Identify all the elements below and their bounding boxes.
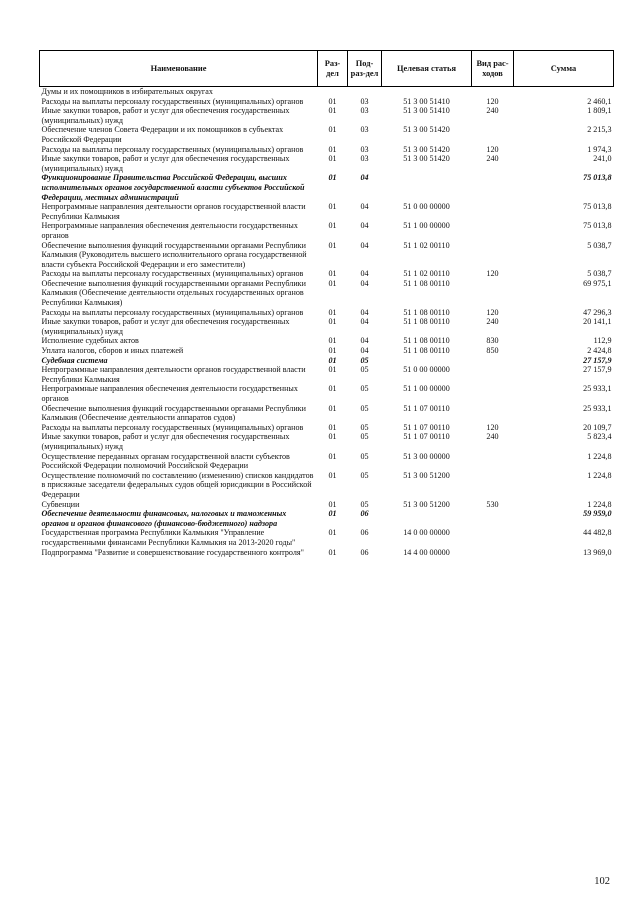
cell-razdel: 01 [328, 509, 337, 519]
cell-podrazdel: 04 [360, 240, 369, 250]
cell-podrazdel: 05 [360, 384, 369, 394]
cell-vid: 120 [486, 96, 499, 106]
header-statya: Целевая статья [382, 51, 472, 87]
table-row [40, 269, 614, 279]
cell-summa: 1 809,1 [587, 106, 612, 116]
cell-statya: 51 0 00 00000 [403, 202, 450, 212]
cell-name: Обеспечение выполнения функций государственными органами Республики Калмыкия (Обеспечение деятельности отдельных государственных органов Республики Калмыкия) [41, 278, 306, 308]
cell-razdel: 01 [328, 365, 337, 375]
cell-name: Обеспечение выполнения функций государственными органами Республики Калмыкия (Руководитель высшего исполнительного органа государственной власти субъекта Российской Федерации и его заместители) [41, 240, 307, 269]
cell-statya [382, 356, 472, 366]
cell-razdel: 01 [328, 384, 337, 394]
cell-razdel: 01 [328, 106, 337, 116]
cell-summa: 241,0 [593, 154, 612, 164]
table-row [40, 145, 614, 155]
cell-vid: 530 [486, 499, 499, 509]
cell-razdel: 01 [328, 154, 337, 164]
cell-vid: 850 [486, 346, 499, 356]
cell-summa: 75 013,8 [583, 173, 612, 183]
cell-summa: 5 038,7 [587, 269, 612, 279]
cell-summa: 1 224,8 [587, 470, 612, 480]
cell-summa: 75 013,8 [583, 221, 612, 231]
cell-podrazdel: 03 [360, 144, 369, 154]
cell-razdel: 01 [328, 403, 337, 413]
cell-summa: 5 038,7 [587, 240, 612, 250]
cell-vid: 240 [486, 317, 499, 327]
cell-razdel: 01 [328, 547, 337, 557]
cell-podrazdel: 04 [360, 346, 369, 356]
cell-summa [514, 87, 614, 97]
cell-statya: 51 1 08 00110 [403, 307, 450, 317]
cell-summa: 25 933,1 [583, 403, 612, 413]
cell-statya: 51 1 02 00110 [403, 240, 450, 250]
table-row [40, 528, 614, 547]
cell-razdel: 01 [328, 221, 337, 231]
cell-summa: 2 424,8 [587, 346, 612, 356]
cell-statya: 51 1 08 00110 [403, 317, 450, 327]
cell-vid [472, 365, 514, 384]
cell-summa: 2 460,1 [587, 96, 612, 106]
cell-podrazdel: 05 [360, 355, 369, 365]
cell-podrazdel: 04 [360, 221, 369, 231]
cell-statya [382, 173, 472, 202]
cell-statya: 51 1 08 00110 [403, 278, 450, 288]
cell-name: Непрограммные направления деятельности органов государственной власти Республики Калмыкия [41, 202, 306, 221]
table-row [40, 471, 614, 500]
cell-summa: 27 157,9 [583, 355, 612, 365]
page-number: 102 [594, 876, 610, 887]
cell-statya: 51 1 00 00000 [403, 221, 450, 231]
cell-statya: 51 3 00 51200 [403, 499, 450, 509]
cell-podrazdel: 04 [360, 202, 369, 212]
cell-summa: 75 013,8 [583, 202, 612, 212]
cell-vid [472, 404, 514, 423]
cell-name: Исполнение судебных актов [41, 336, 139, 346]
cell-razdel: 01 [328, 173, 337, 183]
cell-vid: 240 [486, 106, 499, 116]
header-summa: Сумма [514, 51, 614, 87]
cell-vid: 240 [486, 154, 499, 164]
table-row [40, 308, 614, 318]
cell-podrazdel: 04 [360, 278, 369, 288]
cell-statya [382, 87, 472, 97]
table-row [40, 87, 614, 97]
cell-vid [472, 548, 514, 558]
table-row [40, 125, 614, 144]
cell-podrazdel: 05 [360, 470, 369, 480]
cell-vid: 120 [486, 269, 499, 279]
cell-statya: 14 0 00 00000 [403, 528, 450, 538]
cell-vid [472, 221, 514, 240]
table-body [40, 87, 614, 558]
cell-name: Судебная система [41, 355, 108, 365]
cell-statya: 51 1 00 00000 [403, 384, 450, 394]
table-header-row [40, 51, 614, 87]
cell-podrazdel: 03 [360, 125, 369, 135]
cell-razdel: 01 [328, 144, 337, 154]
cell-summa: 13 969,0 [583, 547, 612, 557]
cell-name: Расходы на выплаты персоналу государственных (муниципальных) органов [41, 422, 304, 432]
cell-summa: 47 296,3 [583, 307, 612, 317]
cell-name: Иные закупки товаров, работ и услуг для обеспечения государственных (муниципальных) нужд [41, 317, 290, 336]
cell-podrazdel: 05 [360, 422, 369, 432]
table-row [40, 423, 614, 433]
cell-statya: 51 1 07 00110 [403, 432, 450, 442]
header-name: Наименование [40, 51, 318, 87]
cell-statya: 51 3 00 51420 [403, 125, 450, 135]
cell-name: Расходы на выплаты персоналу государственных (муниципальных) органов [41, 269, 304, 279]
cell-razdel: 01 [328, 432, 337, 442]
cell-razdel: 01 [328, 202, 337, 212]
cell-summa: 44 482,8 [583, 528, 612, 538]
cell-name: Осуществление полномочий по составлению (изменению) списков кандидатов в присяжные заседатели федеральных судов общей юрисдикции в Российской Федерации [41, 470, 314, 499]
cell-summa: 2 215,3 [587, 125, 612, 135]
cell-podrazdel: 04 [360, 269, 369, 279]
table-row [40, 548, 614, 558]
cell-summa: 1 224,8 [587, 499, 612, 509]
cell-vid: 120 [486, 307, 499, 317]
cell-razdel: 01 [328, 336, 337, 346]
cell-statya: 51 3 00 51420 [403, 144, 450, 154]
cell-statya: 51 1 08 00110 [403, 346, 450, 356]
cell-summa: 59 959,0 [583, 509, 612, 519]
table-row [40, 432, 614, 451]
cell-podrazdel: 05 [360, 499, 369, 509]
cell-vid [472, 279, 514, 308]
cell-podrazdel: 05 [360, 432, 369, 442]
cell-vid [472, 202, 514, 221]
cell-razdel [318, 87, 348, 97]
cell-razdel: 01 [328, 269, 337, 279]
cell-podrazdel: 04 [360, 317, 369, 327]
header-razdel: Раз-дел [318, 51, 348, 87]
cell-vid [472, 356, 514, 366]
table-row [40, 346, 614, 356]
cell-statya: 51 3 00 51410 [403, 106, 450, 116]
cell-podrazdel: 04 [360, 173, 369, 183]
cell-summa: 5 823,4 [587, 432, 612, 442]
cell-vid [472, 173, 514, 202]
cell-name: Иные закупки товаров, работ и услуг для обеспечения государственных (муниципальных) нужд [41, 154, 290, 173]
cell-vid: 120 [486, 144, 499, 154]
cell-razdel: 01 [328, 317, 337, 327]
cell-razdel: 01 [328, 125, 337, 135]
cell-vid [472, 471, 514, 500]
table-row [40, 365, 614, 384]
cell-podrazdel [348, 87, 382, 97]
cell-name: Иные закупки товаров, работ и услуг для обеспечения государственных (муниципальных) нужд [41, 106, 290, 125]
cell-name: Функционирование Правительства Российской Федерации, высших исполнительных органов государственной власти субъектов Российской Федерации, местных администраций [41, 173, 305, 202]
cell-summa: 69 975,1 [583, 278, 612, 288]
cell-razdel: 01 [328, 346, 337, 356]
cell-statya [382, 509, 472, 528]
cell-podrazdel: 04 [360, 307, 369, 317]
cell-name: Расходы на выплаты персоналу государственных (муниципальных) органов [41, 96, 304, 106]
header-podrazdel: Под-раз-дел [348, 51, 382, 87]
cell-vid [472, 384, 514, 403]
cell-podrazdel: 03 [360, 106, 369, 116]
cell-vid: 240 [486, 432, 499, 442]
cell-name: Субвенции [41, 499, 80, 509]
cell-name: Подпрограмма "Развитие и совершенствование государственного контроля" [41, 547, 304, 557]
cell-vid [472, 241, 514, 270]
cell-statya: 51 1 07 00110 [403, 422, 450, 432]
cell-statya: 51 3 00 51200 [403, 470, 450, 480]
header-vid: Вид рас-ходов [472, 51, 514, 87]
document-page [39, 50, 613, 557]
cell-name: Осуществление переданных органам государственной власти субъектов Российской Федерации полномочий Российской Федерации [41, 451, 290, 471]
cell-summa: 112,9 [593, 336, 612, 346]
cell-podrazdel: 05 [360, 365, 369, 375]
table-row [40, 317, 614, 336]
budget-table [39, 50, 614, 557]
cell-name: Непрограммные направления обеспечения деятельности государственных органов [41, 221, 298, 240]
table-row [40, 221, 614, 240]
cell-razdel: 01 [328, 278, 337, 288]
cell-vid [472, 452, 514, 471]
table-row [40, 202, 614, 221]
cell-vid [472, 87, 514, 97]
cell-razdel: 01 [328, 96, 337, 106]
cell-name: Непрограммные направления обеспечения деятельности государственных органов [41, 384, 298, 403]
cell-podrazdel: 05 [360, 451, 369, 461]
table-row [40, 500, 614, 510]
cell-summa: 20 141,1 [583, 317, 612, 327]
cell-summa: 25 933,1 [583, 384, 612, 394]
cell-podrazdel: 06 [360, 509, 369, 519]
cell-vid: 120 [486, 422, 499, 432]
cell-vid: 830 [486, 336, 499, 346]
table-row [40, 384, 614, 403]
cell-summa: 1 224,8 [587, 451, 612, 461]
table-section-row [40, 356, 614, 366]
table-row [40, 336, 614, 346]
table-row [40, 404, 614, 423]
cell-razdel: 01 [328, 470, 337, 480]
cell-vid [472, 125, 514, 144]
cell-podrazdel: 03 [360, 154, 369, 164]
cell-statya: 51 1 08 00110 [403, 336, 450, 346]
cell-statya: 51 3 00 51420 [403, 154, 450, 164]
table-row [40, 452, 614, 471]
table-row [40, 279, 614, 308]
cell-razdel: 01 [328, 451, 337, 461]
table-row [40, 241, 614, 270]
cell-razdel: 01 [328, 528, 337, 538]
cell-statya: 51 0 00 00000 [403, 365, 450, 375]
cell-name: Расходы на выплаты персоналу государственных (муниципальных) органов [41, 307, 304, 317]
cell-statya: 51 3 00 00000 [403, 451, 450, 461]
cell-name: Непрограммные направления деятельности органов государственной власти Республики Калмыкия [41, 365, 306, 384]
table-section-row [40, 173, 614, 202]
cell-vid [472, 509, 514, 528]
cell-statya: 14 4 00 00000 [403, 547, 450, 557]
cell-summa: 1 974,3 [587, 144, 612, 154]
cell-razdel: 01 [328, 422, 337, 432]
cell-podrazdel: 04 [360, 336, 369, 346]
cell-razdel: 01 [328, 307, 337, 317]
table-row [40, 154, 614, 173]
table-row [40, 97, 614, 107]
cell-statya: 51 1 02 00110 [403, 269, 450, 279]
cell-podrazdel: 05 [360, 403, 369, 413]
cell-name: Думы и их помощников в избирательных округах [41, 87, 213, 96]
cell-summa: 20 109,7 [583, 422, 612, 432]
cell-name: Уплата налогов, сборов и иных платежей [41, 346, 184, 356]
cell-summa: 27 157,9 [583, 365, 612, 375]
cell-vid [472, 528, 514, 547]
cell-name: Обеспечение деятельности финансовых, налоговых и таможенных органов и органов финансового (финансово-бюджетного) надзора [41, 509, 287, 528]
cell-statya: 51 3 00 51410 [403, 96, 450, 106]
cell-razdel: 01 [328, 355, 337, 365]
table-section-row [40, 509, 614, 528]
cell-name: Государственная программа Республики Калмыкия "Управление государственными финансами Республики Калмыкия на 2013-2020 годы" [41, 528, 296, 547]
cell-name: Обеспечение выполнения функций государственными органами Республики Калмыкия (Обеспечение деятельности аппаратов судов) [41, 403, 306, 423]
cell-name: Обеспечение членов Совета Федерации и их помощников в субъектах Российской Федерации [41, 125, 284, 144]
cell-name: Иные закупки товаров, работ и услуг для обеспечения государственных (муниципальных) нужд [41, 432, 290, 451]
cell-name: Расходы на выплаты персоналу государственных (муниципальных) органов [41, 144, 304, 154]
cell-statya: 51 1 07 00110 [403, 403, 450, 413]
cell-razdel: 01 [328, 499, 337, 509]
cell-razdel: 01 [328, 240, 337, 250]
cell-podrazdel: 06 [360, 528, 369, 538]
table-row [40, 106, 614, 125]
cell-podrazdel: 06 [360, 547, 369, 557]
cell-podrazdel: 03 [360, 96, 369, 106]
